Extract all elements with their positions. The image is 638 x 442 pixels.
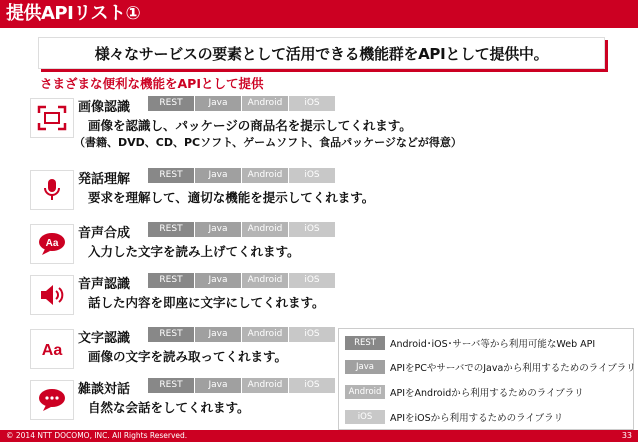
summary-banner (38, 37, 605, 69)
api-description: 話した内容を即座に文字にしてくれます。 (88, 295, 325, 310)
tag-android: Android (242, 273, 288, 288)
legend-text: APIをAndroidから利用するためのライブラリ (390, 388, 584, 399)
api-item-image-recognition (30, 96, 610, 148)
tag-ios: iOS (289, 168, 335, 183)
legend-badge: REST (345, 336, 385, 350)
legend-row-android (345, 384, 584, 400)
api-name: 画像認識 (78, 100, 131, 115)
platform-tags (148, 378, 336, 393)
tag-android: Android (242, 327, 288, 342)
tag-java: Java (195, 273, 241, 288)
api-name: 音声合成 (78, 226, 131, 241)
api-name: 雑談対話 (78, 382, 131, 397)
banner-text: 様々なサービスの要素として活用できる機能群をAPIとして提供中。 (94, 44, 549, 63)
microphone-icon (30, 170, 74, 210)
legend-badge: Android (345, 385, 385, 399)
tag-ios: iOS (289, 273, 335, 288)
tag-android: Android (242, 378, 288, 393)
svg-text:Aa: Aa (41, 342, 63, 359)
tag-rest: REST (148, 378, 194, 393)
tag-android: Android (242, 222, 288, 237)
tag-ios: iOS (289, 222, 335, 237)
platform-tags (148, 168, 336, 183)
tag-ios: iOS (289, 327, 335, 342)
speaker-icon (30, 275, 74, 315)
api-item-speech-synthesis (30, 222, 610, 274)
tag-android: Android (242, 96, 288, 111)
tag-java: Java (195, 222, 241, 237)
api-description: 要求を理解して、適切な機能を提示してくれます。 (88, 190, 375, 205)
api-description: 画像の文字を読み取ってくれます。 (88, 349, 288, 364)
page-title: 提供APIリスト① (6, 3, 141, 24)
text-aa-icon (30, 329, 74, 369)
tag-rest: REST (148, 168, 194, 183)
image-recognition-icon (30, 98, 74, 138)
legend-row-rest (345, 335, 595, 351)
tag-java: Java (195, 96, 241, 111)
platform-tags (148, 327, 336, 342)
tag-java: Java (195, 378, 241, 393)
tag-rest: REST (148, 96, 194, 111)
tag-ios: iOS (289, 96, 335, 111)
legend-badge: iOS (345, 410, 385, 424)
legend-badge: Java (345, 360, 385, 374)
tag-ios: iOS (289, 378, 335, 393)
footer-bar (0, 430, 638, 442)
legend-text: Android･iOS･サーバ等から利用可能なWeb API (390, 339, 596, 350)
platform-tags (148, 222, 336, 237)
api-item-speech-understanding (30, 168, 610, 220)
api-description: 画像を認識し、パッケージの商品名を提示してくれます。 (88, 118, 412, 133)
tag-rest: REST (148, 273, 194, 288)
copyright-text: © 2014 NTT DOCOMO, INC. All Rights Reserved. (6, 431, 188, 440)
legend-text: APIをiOSから利用するためのライブラリ (390, 413, 564, 424)
tag-android: Android (242, 168, 288, 183)
page-number: 33 (621, 431, 632, 440)
platform-tags (148, 96, 336, 111)
api-note: （書籍、DVD、CD、PCソフト、ゲームソフト、食品パッケージなどが得意） (74, 136, 462, 149)
api-description: 自然な会話をしてくれます。 (88, 400, 250, 415)
tag-java: Java (195, 168, 241, 183)
platform-legend (338, 328, 634, 430)
legend-row-ios (345, 409, 563, 425)
api-item-speech-recognition (30, 273, 610, 325)
api-name: 音声認識 (78, 277, 131, 292)
api-name: 発話理解 (78, 172, 131, 187)
api-name: 文字認識 (78, 331, 131, 346)
section-subheading: さまざまな便利な機能をAPIとして提供 (40, 76, 264, 91)
tag-rest: REST (148, 222, 194, 237)
tag-java: Java (195, 327, 241, 342)
legend-text: APIをPCやサーバでのJavaから利用するためのライブラリ (390, 363, 636, 374)
svg-text:Aa: Aa (45, 238, 59, 249)
tag-rest: REST (148, 327, 194, 342)
platform-tags (148, 273, 336, 288)
chat-bubble-icon (30, 380, 74, 420)
title-bar (0, 0, 638, 28)
legend-row-java (345, 359, 636, 375)
api-description: 入力した文字を読み上げてくれます。 (88, 244, 300, 259)
speech-bubble-aa-icon (30, 224, 74, 264)
